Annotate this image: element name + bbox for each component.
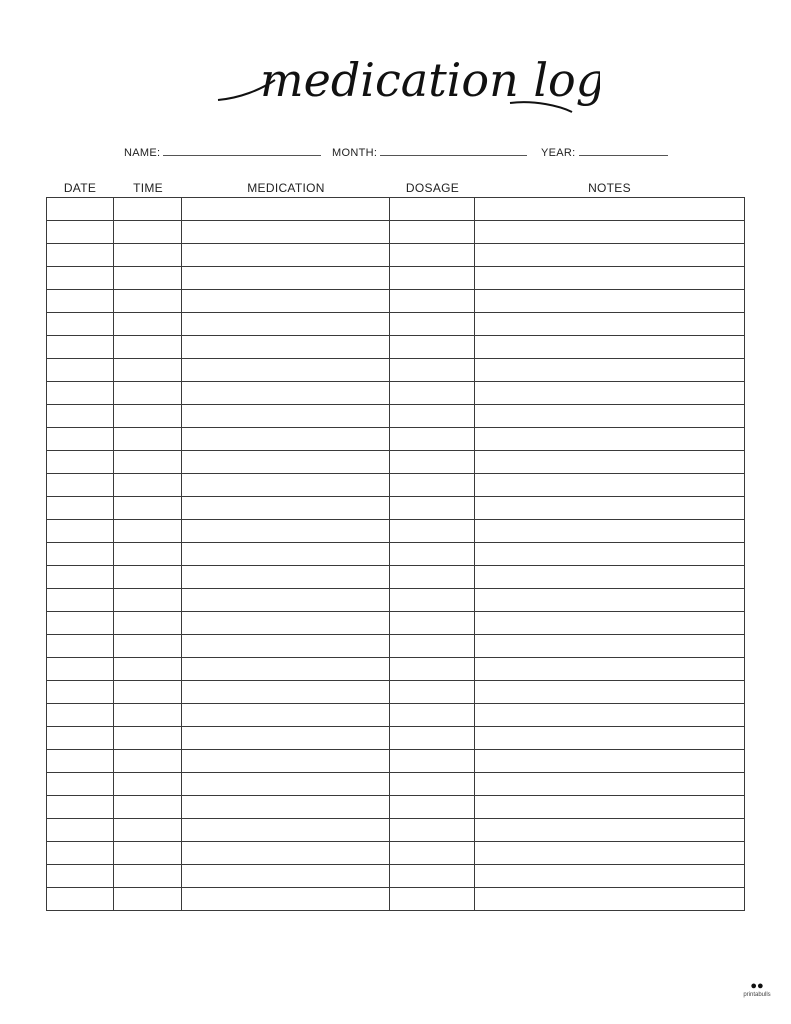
date-cell[interactable] bbox=[47, 704, 114, 727]
notes-cell[interactable] bbox=[475, 313, 745, 336]
medication-cell[interactable] bbox=[181, 244, 389, 267]
table-row bbox=[47, 612, 745, 635]
header-medication: MEDICATION bbox=[247, 181, 325, 195]
table-row bbox=[47, 290, 745, 313]
time-cell[interactable] bbox=[114, 704, 181, 727]
notes-cell[interactable] bbox=[475, 451, 745, 474]
date-cell[interactable] bbox=[47, 819, 114, 842]
medication-cell[interactable] bbox=[181, 336, 389, 359]
notes-cell[interactable] bbox=[475, 727, 745, 750]
medication-cell[interactable] bbox=[181, 819, 389, 842]
notes-cell[interactable] bbox=[475, 221, 745, 244]
dosage-cell[interactable] bbox=[389, 658, 474, 681]
medication-cell[interactable] bbox=[181, 888, 389, 911]
time-cell[interactable] bbox=[114, 313, 181, 336]
dosage-cell[interactable] bbox=[389, 520, 474, 543]
brand-text: printabulls bbox=[743, 992, 771, 998]
dosage-cell[interactable] bbox=[389, 451, 474, 474]
date-cell[interactable] bbox=[47, 865, 114, 888]
notes-cell[interactable] bbox=[475, 635, 745, 658]
date-cell[interactable] bbox=[47, 658, 114, 681]
date-cell[interactable] bbox=[47, 198, 114, 221]
notes-cell[interactable] bbox=[475, 796, 745, 819]
month-label: MONTH: bbox=[332, 147, 378, 159]
notes-cell[interactable] bbox=[475, 520, 745, 543]
notes-cell[interactable] bbox=[475, 267, 745, 290]
notes-cell[interactable] bbox=[475, 474, 745, 497]
date-cell[interactable] bbox=[47, 842, 114, 865]
medication-cell[interactable] bbox=[181, 267, 389, 290]
time-cell[interactable] bbox=[114, 819, 181, 842]
dosage-cell[interactable] bbox=[389, 865, 474, 888]
table-row bbox=[47, 428, 745, 451]
table-row bbox=[47, 773, 745, 796]
date-cell[interactable] bbox=[47, 566, 114, 589]
medication-cell[interactable] bbox=[181, 773, 389, 796]
table-row bbox=[47, 704, 745, 727]
notes-cell[interactable] bbox=[475, 244, 745, 267]
medication-cell[interactable] bbox=[181, 382, 389, 405]
dosage-cell[interactable] bbox=[389, 796, 474, 819]
date-cell[interactable] bbox=[47, 773, 114, 796]
notes-cell[interactable] bbox=[475, 750, 745, 773]
dosage-cell[interactable] bbox=[389, 198, 474, 221]
time-cell[interactable] bbox=[114, 773, 181, 796]
time-cell[interactable] bbox=[114, 566, 181, 589]
medication-cell[interactable] bbox=[181, 221, 389, 244]
dosage-cell[interactable] bbox=[389, 842, 474, 865]
dosage-cell[interactable] bbox=[389, 589, 474, 612]
notes-cell[interactable] bbox=[475, 681, 745, 704]
time-cell[interactable] bbox=[114, 267, 181, 290]
medication-log-table bbox=[46, 197, 745, 911]
time-cell[interactable] bbox=[114, 290, 181, 313]
medication-cell[interactable] bbox=[181, 451, 389, 474]
medication-cell[interactable] bbox=[181, 842, 389, 865]
notes-cell[interactable] bbox=[475, 428, 745, 451]
notes-cell[interactable] bbox=[475, 773, 745, 796]
dosage-cell[interactable] bbox=[389, 497, 474, 520]
date-cell[interactable] bbox=[47, 727, 114, 750]
notes-cell[interactable] bbox=[475, 704, 745, 727]
table-row bbox=[47, 888, 745, 911]
time-cell[interactable] bbox=[114, 750, 181, 773]
date-cell[interactable] bbox=[47, 796, 114, 819]
dosage-cell[interactable] bbox=[389, 221, 474, 244]
date-cell[interactable] bbox=[47, 750, 114, 773]
table-row bbox=[47, 796, 745, 819]
medication-cell[interactable] bbox=[181, 796, 389, 819]
time-cell[interactable] bbox=[114, 681, 181, 704]
time-cell[interactable] bbox=[114, 359, 181, 382]
year-line[interactable] bbox=[579, 154, 668, 156]
year-label: YEAR: bbox=[541, 147, 576, 159]
table-row bbox=[47, 865, 745, 888]
date-cell[interactable] bbox=[47, 543, 114, 566]
date-cell[interactable] bbox=[47, 474, 114, 497]
bulldog-icon: ●● bbox=[750, 980, 764, 992]
notes-cell[interactable] bbox=[475, 359, 745, 382]
table-row bbox=[47, 819, 745, 842]
date-cell[interactable] bbox=[47, 520, 114, 543]
medication-cell[interactable] bbox=[181, 704, 389, 727]
medication-cell[interactable] bbox=[181, 612, 389, 635]
notes-cell[interactable] bbox=[475, 198, 745, 221]
notes-cell[interactable] bbox=[475, 888, 745, 911]
header-date: DATE bbox=[63, 181, 97, 195]
time-cell[interactable] bbox=[114, 635, 181, 658]
dosage-cell[interactable] bbox=[389, 704, 474, 727]
time-cell[interactable] bbox=[114, 474, 181, 497]
svg-text:medication log: medication log bbox=[260, 53, 600, 107]
dosage-cell[interactable] bbox=[389, 566, 474, 589]
dosage-cell[interactable] bbox=[389, 313, 474, 336]
name-label: NAME: bbox=[124, 147, 161, 159]
table-row bbox=[47, 359, 745, 382]
column-headers bbox=[46, 181, 744, 197]
medication-cell[interactable] bbox=[181, 313, 389, 336]
dosage-cell[interactable] bbox=[389, 290, 474, 313]
table-row bbox=[47, 658, 745, 681]
date-cell[interactable] bbox=[47, 428, 114, 451]
time-cell[interactable] bbox=[114, 589, 181, 612]
month-field[interactable] bbox=[332, 147, 527, 159]
notes-cell[interactable] bbox=[475, 336, 745, 359]
dosage-cell[interactable] bbox=[389, 819, 474, 842]
date-cell[interactable] bbox=[47, 589, 114, 612]
dosage-cell[interactable] bbox=[389, 474, 474, 497]
medication-cell[interactable] bbox=[181, 727, 389, 750]
brand-logo bbox=[735, 980, 779, 998]
time-cell[interactable] bbox=[114, 336, 181, 359]
table-row bbox=[47, 681, 745, 704]
notes-cell[interactable] bbox=[475, 405, 745, 428]
medication-cell[interactable] bbox=[181, 543, 389, 566]
table-row bbox=[47, 543, 745, 566]
time-cell[interactable] bbox=[114, 244, 181, 267]
medication-cell[interactable] bbox=[181, 290, 389, 313]
name-field[interactable] bbox=[124, 147, 321, 159]
dosage-cell[interactable] bbox=[389, 359, 474, 382]
date-cell[interactable] bbox=[47, 244, 114, 267]
medication-cell[interactable] bbox=[181, 865, 389, 888]
medication-cell[interactable] bbox=[181, 198, 389, 221]
year-field[interactable] bbox=[541, 147, 668, 159]
medication-cell[interactable] bbox=[181, 474, 389, 497]
medication-cell[interactable] bbox=[181, 497, 389, 520]
medication-cell[interactable] bbox=[181, 359, 389, 382]
dosage-cell[interactable] bbox=[389, 773, 474, 796]
time-cell[interactable] bbox=[114, 658, 181, 681]
date-cell[interactable] bbox=[47, 451, 114, 474]
header-time: TIME bbox=[133, 181, 163, 195]
date-cell[interactable] bbox=[47, 382, 114, 405]
date-cell[interactable] bbox=[47, 336, 114, 359]
header-notes: NOTES bbox=[588, 181, 631, 195]
notes-cell[interactable] bbox=[475, 589, 745, 612]
notes-cell[interactable] bbox=[475, 566, 745, 589]
notes-cell[interactable] bbox=[475, 819, 745, 842]
time-cell[interactable] bbox=[114, 382, 181, 405]
notes-cell[interactable] bbox=[475, 290, 745, 313]
table-row bbox=[47, 336, 745, 359]
notes-cell[interactable] bbox=[475, 497, 745, 520]
time-cell[interactable] bbox=[114, 428, 181, 451]
medication-cell[interactable] bbox=[181, 566, 389, 589]
dosage-cell[interactable] bbox=[389, 635, 474, 658]
table-row bbox=[47, 727, 745, 750]
notes-cell[interactable] bbox=[475, 382, 745, 405]
dosage-cell[interactable] bbox=[389, 267, 474, 290]
notes-cell[interactable] bbox=[475, 865, 745, 888]
table-row bbox=[47, 635, 745, 658]
table-row bbox=[47, 589, 745, 612]
date-cell[interactable] bbox=[47, 497, 114, 520]
date-cell[interactable] bbox=[47, 612, 114, 635]
table-row bbox=[47, 221, 745, 244]
date-cell[interactable] bbox=[47, 635, 114, 658]
table-row bbox=[47, 382, 745, 405]
script-title-graphic bbox=[200, 28, 600, 128]
time-cell[interactable] bbox=[114, 520, 181, 543]
time-cell[interactable] bbox=[114, 796, 181, 819]
time-cell[interactable] bbox=[114, 497, 181, 520]
header-dosage: DOSAGE bbox=[405, 181, 460, 195]
table-row bbox=[47, 244, 745, 267]
medication-cell[interactable] bbox=[181, 750, 389, 773]
dosage-cell[interactable] bbox=[389, 405, 474, 428]
time-cell[interactable] bbox=[114, 842, 181, 865]
table-row bbox=[47, 520, 745, 543]
time-cell[interactable] bbox=[114, 727, 181, 750]
date-cell[interactable] bbox=[47, 221, 114, 244]
dosage-cell[interactable] bbox=[389, 750, 474, 773]
table-row bbox=[47, 474, 745, 497]
time-cell[interactable] bbox=[114, 405, 181, 428]
dosage-cell[interactable] bbox=[389, 681, 474, 704]
table-row bbox=[47, 267, 745, 290]
date-cell[interactable] bbox=[47, 888, 114, 911]
dosage-cell[interactable] bbox=[389, 612, 474, 635]
date-cell[interactable] bbox=[47, 359, 114, 382]
date-cell[interactable] bbox=[47, 313, 114, 336]
medication-cell[interactable] bbox=[181, 681, 389, 704]
dosage-cell[interactable] bbox=[389, 382, 474, 405]
notes-cell[interactable] bbox=[475, 842, 745, 865]
name-line[interactable] bbox=[163, 154, 321, 156]
notes-cell[interactable] bbox=[475, 543, 745, 566]
header-fields bbox=[0, 147, 791, 163]
table-row bbox=[47, 566, 745, 589]
table-row bbox=[47, 750, 745, 773]
medication-cell[interactable] bbox=[181, 635, 389, 658]
time-cell[interactable] bbox=[114, 612, 181, 635]
time-cell[interactable] bbox=[114, 888, 181, 911]
medication-cell[interactable] bbox=[181, 520, 389, 543]
time-cell[interactable] bbox=[114, 198, 181, 221]
table-row bbox=[47, 198, 745, 221]
page-title bbox=[200, 28, 600, 128]
date-cell[interactable] bbox=[47, 405, 114, 428]
table-row bbox=[47, 405, 745, 428]
table-row bbox=[47, 313, 745, 336]
table-row bbox=[47, 497, 745, 520]
dosage-cell[interactable] bbox=[389, 543, 474, 566]
time-cell[interactable] bbox=[114, 221, 181, 244]
time-cell[interactable] bbox=[114, 451, 181, 474]
notes-cell[interactable] bbox=[475, 612, 745, 635]
month-line[interactable] bbox=[380, 154, 527, 156]
date-cell[interactable] bbox=[47, 290, 114, 313]
time-cell[interactable] bbox=[114, 543, 181, 566]
date-cell[interactable] bbox=[47, 267, 114, 290]
dosage-cell[interactable] bbox=[389, 727, 474, 750]
dosage-cell[interactable] bbox=[389, 244, 474, 267]
dosage-cell[interactable] bbox=[389, 336, 474, 359]
dosage-cell[interactable] bbox=[389, 428, 474, 451]
time-cell[interactable] bbox=[114, 865, 181, 888]
medication-cell[interactable] bbox=[181, 658, 389, 681]
medication-cell[interactable] bbox=[181, 589, 389, 612]
medication-cell[interactable] bbox=[181, 428, 389, 451]
table-row bbox=[47, 451, 745, 474]
date-cell[interactable] bbox=[47, 681, 114, 704]
medication-cell[interactable] bbox=[181, 405, 389, 428]
dosage-cell[interactable] bbox=[389, 888, 474, 911]
notes-cell[interactable] bbox=[475, 658, 745, 681]
table-row bbox=[47, 842, 745, 865]
